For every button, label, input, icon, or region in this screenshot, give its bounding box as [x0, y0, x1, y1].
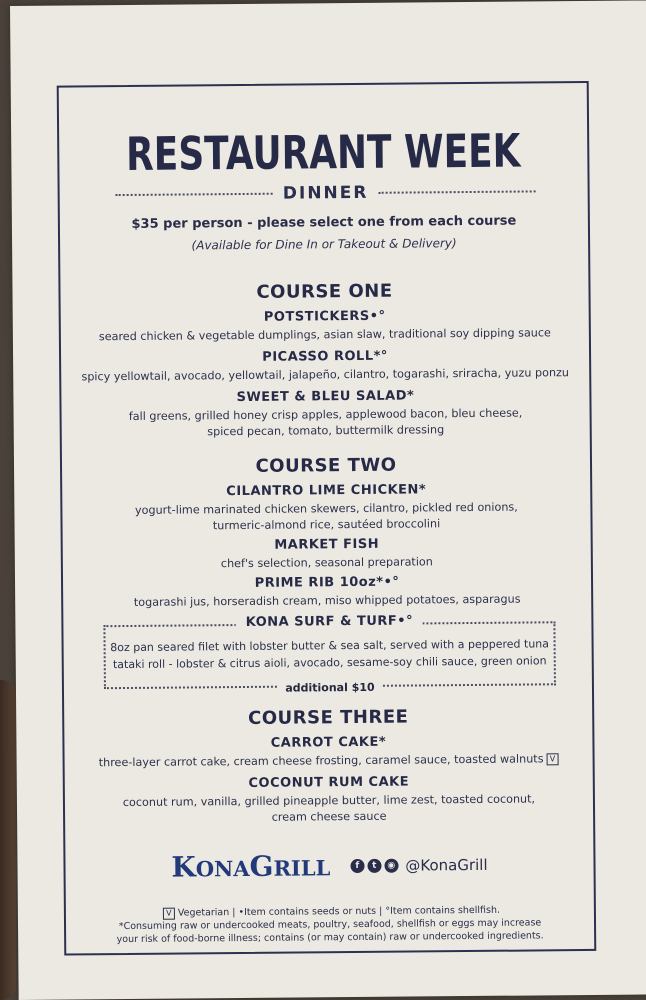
dish-name: POTSTICKERS•°: [263, 308, 386, 325]
vegetarian-badge: V: [163, 907, 175, 919]
dish-description-text: three-layer carrot cake, cream cheese frosting, caramel sauce, toasted walnuts: [98, 752, 544, 770]
dish-description: spiced pecan, tomato, buttermilk dressing: [207, 423, 445, 439]
dish-name: MARKET FISH: [274, 536, 380, 553]
legend-keys: Vegetarian | •Item contains seeds or nuts | °Item contains shellfish.: [177, 904, 501, 919]
social-handle[interactable]: @KonaGrill: [405, 855, 488, 875]
dish-description: fall greens, grilled honey crisp apples, applewood bacon, bleu cheese,: [128, 406, 523, 423]
special-description: [110, 635, 550, 673]
dish-description: seared chicken & vegetable dumplings, asian slaw, traditional soy dipping sauce: [98, 326, 551, 344]
menu-border: [57, 81, 597, 956]
dish-name: COCONUT RUM CAKE: [248, 774, 410, 791]
dish-name: CARROT CAKE*: [270, 734, 387, 751]
special-box: [103, 613, 556, 695]
dish-description: coconut rum, vanilla, grilled pineapple butter, lime zest, toasted coconut,: [122, 792, 536, 810]
course-two-heading: COURSE TWO: [255, 454, 397, 477]
availability-note: (Available for Dine In or Takeout & Delivery): [191, 236, 457, 253]
menu-legend: [66, 903, 594, 947]
right-dotted-rule: [378, 190, 535, 193]
menu-card: [10, 0, 646, 1000]
legend-disclaimer: your risk of food-borne illness; contains (or may contain) raw or undercooked ingredients.: [116, 930, 544, 946]
meal-label: DINNER: [282, 182, 369, 204]
special-upcharge: additional $10: [277, 681, 382, 695]
special-description-line: tataki roll - lobster & citrus aioli, avocado, sesame-soy chili sauce, green onion: [112, 654, 547, 672]
dish-description: turmeric-almond rice, sautéed broccolini: [212, 517, 441, 533]
social-links: [350, 855, 487, 874]
facebook-icon[interactable]: f: [350, 858, 364, 872]
dish-description: cream cheese sauce: [271, 809, 387, 824]
legend-disclaimer: *Consuming raw or undercooked meats, poultry, seafood, shellfish or eggs may increase: [118, 917, 542, 933]
brand-row: [65, 847, 593, 885]
dish-description: togarashi jus, horseradish cream, miso whipped potatoes, asparagus: [133, 592, 521, 609]
dish-name: PICASSO ROLL*°: [262, 348, 388, 365]
price-line: $35 per person - please select one from each course: [131, 213, 517, 232]
hand-edge: [0, 680, 16, 1000]
dish-description: spicy yellowtail, avocado, yellowtail, jalapeño, cilantro, togarashi, sriracha, yuzu ponzu: [81, 366, 570, 384]
course-three-heading: COURSE THREE: [247, 706, 409, 729]
special-description-line: 8oz pan seared filet with lobster butter & sea salt, served with a peppered tuna: [110, 637, 550, 655]
special-dish-name: KONA SURF & TURF•°: [236, 613, 423, 630]
vegetarian-badge: V: [546, 753, 558, 765]
dish-name: PRIME RIB 10oz*•°: [254, 574, 400, 591]
dinner-row: [116, 181, 536, 205]
dish-description: [65, 751, 593, 772]
dish-description: chef's selection, seasonal preparation: [220, 555, 433, 571]
dish-description: yogurt-lime marinated chicken skewers, cilantro, pickled red onions,: [134, 500, 518, 517]
twitter-icon[interactable]: t: [367, 858, 381, 872]
menu-title: RESTAURANT WEEK: [125, 123, 521, 181]
course-one-heading: COURSE ONE: [256, 280, 393, 303]
instagram-icon[interactable]: ◉: [384, 858, 398, 872]
left-dotted-rule: [116, 193, 273, 196]
kona-grill-logo: KONAGRILL: [171, 849, 331, 884]
dish-name: CILANTRO LIME CHICKEN*: [226, 482, 427, 500]
dish-name: SWEET & BLEU SALAD*: [236, 388, 415, 406]
